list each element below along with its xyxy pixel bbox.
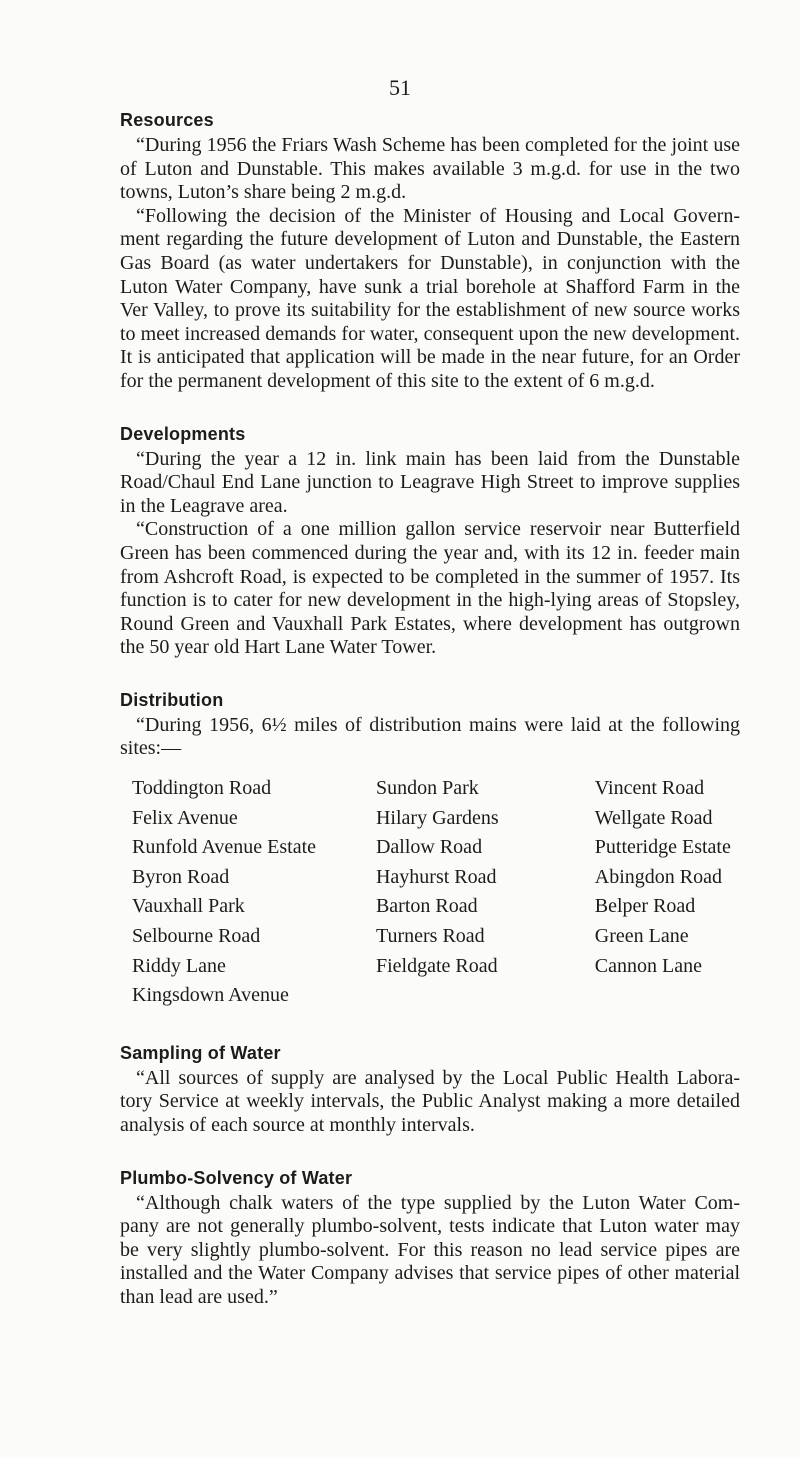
site-item: Riddy Lane bbox=[132, 954, 226, 977]
distribution-heading: Distribution bbox=[120, 689, 224, 710]
sites-column-3 bbox=[595, 774, 740, 1011]
sampling-heading: Sampling of Water bbox=[120, 1042, 281, 1063]
site-item: Cannon Lane bbox=[594, 954, 702, 977]
site-item: Wellgate Road bbox=[594, 806, 713, 829]
site-item: Turners Road bbox=[375, 925, 485, 948]
site-item: Putteridge Estate bbox=[594, 836, 731, 859]
site-item: Selbourne Road bbox=[132, 925, 261, 948]
resources-paragraph-2: “Following the decision of the Minister of Housing and Local Govern- ment regarding the future development of Luton and Dunstable, the Eastern Gas Board (as water undertakers for Dunstable), in conjunction with the Luton Water Company, have sunk a trial borehole at Shafford Farm in the Ver Valley, to prove its suitability for the establishment of new source works to meet increased demands for water, consequent upon the new development. It is anticipated that application will be made in the near future, for an Order for the permanent development of this site to the extent of 6 m.g.d. bbox=[120, 204, 740, 392]
site-item: Runfold Avenue Estate bbox=[132, 836, 317, 859]
developments-paragraph-1: “During the year a 12 in. link main has been laid from the Dunstable Road/Chaul End Lane junction to Leagrave High Street to improve supplies in the Leagrave area. bbox=[120, 447, 740, 517]
resources-heading: Resources bbox=[120, 110, 214, 130]
site-item: Dallow Road bbox=[375, 836, 483, 859]
site-item: Abingdon Road bbox=[594, 865, 722, 888]
site-item: Sundon Park bbox=[375, 777, 479, 800]
site-item: Kingsdown Avenue bbox=[132, 984, 289, 1007]
sampling-section bbox=[120, 1039, 740, 1138]
site-item: Hayhurst Road bbox=[375, 865, 497, 888]
site-item: Byron Road bbox=[132, 865, 230, 888]
site-item: Belper Road bbox=[594, 895, 696, 918]
resources-paragraph-1: “During 1956 the Friars Wash Scheme has been completed for the joint use of Luton and Dunstable. This makes available 3 m.g.d. for use in the two towns, Luton’s share being 2 m.g.d. bbox=[120, 134, 740, 204]
page-number: 51 bbox=[389, 75, 411, 100]
site-item: Vincent Road bbox=[594, 777, 705, 800]
sites-column-2 bbox=[376, 774, 595, 1011]
site-item: Green Lane bbox=[594, 925, 689, 948]
plumbo-heading: Plumbo-Solvency of Water bbox=[120, 1167, 353, 1188]
distribution-section bbox=[120, 686, 740, 1011]
site-item: Hilary Gardens bbox=[375, 806, 499, 829]
site-item: Fieldgate Road bbox=[375, 954, 498, 977]
resources-section bbox=[120, 106, 740, 394]
site-item: Felix Avenue bbox=[132, 806, 238, 829]
distribution-sites-list bbox=[132, 774, 740, 1011]
developments-paragraph-2: “Construction of a one million gallon service reservoir near Butterfield Green has been commenced during the year and, with its 12 in. feeder main from Ashcroft Road, is expected to be completed in the summer of 1957. Its function is to cater for new development in the high-lying areas of Stopsley, Round Green and Vauxhall Park Estates, where development has outgrown the 50 year old Hart Lane Water Tower. bbox=[120, 518, 740, 659]
distribution-intro: “During 1956, 6½ miles of distribution mains were laid at the following sites:— bbox=[120, 713, 740, 760]
sites-column-1 bbox=[132, 774, 376, 1011]
developments-heading: Developments bbox=[120, 423, 246, 444]
document-body bbox=[120, 106, 740, 1310]
sampling-paragraph-1: “All sources of supply are analysed by the Local Public Health Labora- tory Service at weekly intervals, the Public Analyst making a more detailed analysis of each source at monthly intervals. bbox=[120, 1066, 740, 1136]
developments-section bbox=[120, 420, 740, 660]
site-item: Toddington Road bbox=[132, 777, 272, 800]
plumbo-section bbox=[120, 1164, 740, 1310]
site-item: Barton Road bbox=[375, 895, 478, 918]
site-item: Vauxhall Park bbox=[132, 895, 245, 918]
plumbo-paragraph-1: “Although chalk waters of the type supplied by the Luton Water Com- pany are not generally plumbo-solvent, tests indicate that Luton water may be very slightly plumbo-solvent. For this reason no lead service pipes are installed and the Water Company advises that service pipes of other material than lead are used.” bbox=[120, 1191, 740, 1308]
